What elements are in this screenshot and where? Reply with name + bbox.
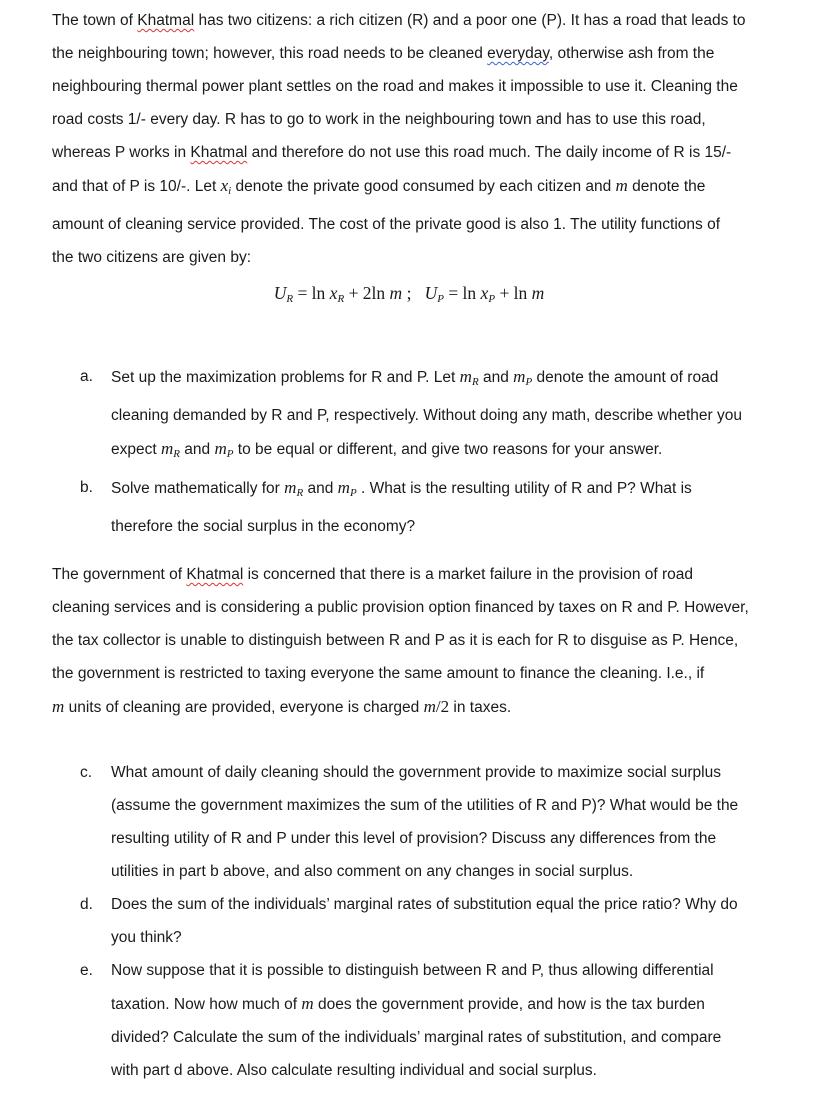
question-item xyxy=(80,471,796,543)
text-run: therefore the social surplus in the economy? xyxy=(111,518,416,535)
text-line xyxy=(111,432,796,471)
text-run: Now suppose that it is possible to distinguish between R and P, thus allowing differential xyxy=(111,962,714,979)
text-run: cleaning demanded by R and P, respectively. Without doing any math, describe whether you xyxy=(111,407,742,424)
spellcheck-word: Khatmal xyxy=(190,144,248,161)
text-line xyxy=(52,208,796,241)
text-run: and that of P is 10/-. Let xyxy=(52,178,221,195)
text-run: What amount of daily cleaning should the government provide to maximize social surplus xyxy=(111,764,721,781)
math-variable: $m_R$ xyxy=(160,439,180,460)
text-line xyxy=(111,360,796,399)
text-run: , otherwise ash from the xyxy=(548,45,715,62)
text-line xyxy=(111,987,796,1021)
spellcheck-word: everyday xyxy=(487,45,549,62)
text-line xyxy=(52,37,796,70)
text-run: expect xyxy=(111,441,161,458)
text-line xyxy=(52,624,796,657)
spellcheck-word: Khatmal xyxy=(137,12,195,29)
text-run: The town of xyxy=(52,12,138,29)
question-label: e. xyxy=(80,962,93,979)
math-variable: m xyxy=(52,697,65,716)
text-run: the government is restricted to taxing everyone the same amount to finance the cleaning. I.e., if xyxy=(52,665,705,682)
text-run: The government of xyxy=(52,566,187,583)
text-line xyxy=(52,591,796,624)
question-list-ce xyxy=(80,756,796,1087)
text-run: the tax collector is unable to distinguish between R and P as it is each for R to disguise as P. Hence, xyxy=(52,632,739,649)
math-variable: m xyxy=(615,176,628,195)
text-run: the two citizens are given by: xyxy=(52,249,252,266)
text-line xyxy=(111,471,796,510)
text-run: Does the sum of the individuals’ marginal rates of substitution equal the price ratio? Why do xyxy=(111,896,738,913)
question-item xyxy=(80,888,796,954)
text-line xyxy=(111,1021,796,1054)
text-run: in taxes. xyxy=(449,699,512,716)
text-line xyxy=(111,756,796,789)
question-item xyxy=(80,360,796,471)
math-variable: m/2 xyxy=(423,697,450,716)
text-run: denote the private good consumed by each citizen and xyxy=(231,178,616,195)
math-variable: $m_R$ xyxy=(284,478,304,499)
text-run: amount of cleaning service provided. The cost of the private good is also 1. The utility functions of xyxy=(52,216,721,233)
text-run: and xyxy=(180,441,215,458)
math-variable: $m_P$ xyxy=(337,478,357,499)
text-line xyxy=(52,690,796,724)
text-line xyxy=(111,399,796,432)
text-run: neighbouring thermal power plant settles on the road and makes it impossible to use it. Cleaning the xyxy=(52,78,738,95)
text-run: you think? xyxy=(111,929,182,946)
text-line xyxy=(52,136,796,169)
text-line xyxy=(52,558,796,591)
question-list-ab xyxy=(80,360,796,543)
question-label: c. xyxy=(80,764,93,781)
text-run: cleaning services and is considering a public provision option financed by taxes on R and P. However, xyxy=(52,599,749,616)
text-run: divided? Calculate the sum of the individuals’ marginal rates of substitution, and compare xyxy=(111,1029,722,1046)
text-line xyxy=(52,4,796,37)
text-line xyxy=(111,789,796,822)
text-line xyxy=(111,1054,796,1087)
question-item xyxy=(80,954,796,1087)
text-line xyxy=(111,822,796,855)
text-run: taxation. Now how much of xyxy=(111,996,302,1013)
math-variable: $m_P$ xyxy=(513,367,533,388)
government-paragraph xyxy=(52,558,796,724)
text-run: utilities in part b above, and also comment on any changes in social surplus. xyxy=(111,863,634,880)
math-variable: $m_R$ xyxy=(459,367,479,388)
question-label: b. xyxy=(80,479,93,496)
text-run: does the government provide, and how is the tax burden xyxy=(313,996,705,1013)
text-run: Solve mathematically for xyxy=(111,480,285,497)
text-line xyxy=(111,954,796,987)
text-run: road costs 1/- every day. R has to go to work in the neighbouring town and has to use this road, xyxy=(52,111,706,128)
text-run: and xyxy=(478,369,514,386)
text-run: and therefore do not use this road much. The daily income of R is 15/- xyxy=(247,144,732,161)
text-run: to be equal or different, and give two reasons for your answer. xyxy=(233,441,663,458)
text-run: resulting utility of R and P under this level of provision? Discuss any differences from the xyxy=(111,830,717,847)
text-run: has two citizens: a rich citizen (R) and a poor one (P). It has a road that leads to xyxy=(194,12,746,29)
question-item xyxy=(80,756,796,888)
math-variable: m xyxy=(301,994,314,1013)
text-line xyxy=(111,921,796,954)
math-variable: $m_P$ xyxy=(214,439,234,460)
text-run: units of cleaning are provided, everyone is charged xyxy=(64,699,424,716)
text-run: denote the xyxy=(627,178,706,195)
text-line xyxy=(111,888,796,921)
text-run: is concerned that there is a market failure in the provision of road xyxy=(243,566,694,583)
text-line xyxy=(111,510,796,543)
utility-equation: $U_R = \ln x_R + 2\ln$ m ; $U_P = \ln x_P + \ln m$ xyxy=(273,283,545,305)
text-run: with part d above. Also calculate resulting individual and social surplus. xyxy=(111,1062,597,1079)
math-variable: $x_i$ xyxy=(220,176,232,197)
text-line xyxy=(52,241,796,274)
text-line xyxy=(52,103,796,136)
text-run: . What is the resulting utility of R and P? What is xyxy=(356,480,692,497)
text-line xyxy=(111,855,796,888)
text-run: denote the amount of road xyxy=(532,369,719,386)
question-label: a. xyxy=(80,368,93,385)
text-line xyxy=(52,70,796,103)
question-label: d. xyxy=(80,896,93,913)
text-line xyxy=(52,657,796,690)
text-run: (assume the government maximizes the sum of the utilities of R and P)? What would be the xyxy=(111,797,739,814)
text-run: Set up the maximization problems for R and P. Let xyxy=(111,369,460,386)
text-line xyxy=(52,169,796,208)
text-run: and xyxy=(303,480,338,497)
intro-paragraph xyxy=(52,4,796,274)
spellcheck-word: Khatmal xyxy=(186,566,244,583)
text-run: the neighbouring town; however, this road needs to be cleaned xyxy=(52,45,488,62)
text-run: whereas P works in xyxy=(52,144,191,161)
